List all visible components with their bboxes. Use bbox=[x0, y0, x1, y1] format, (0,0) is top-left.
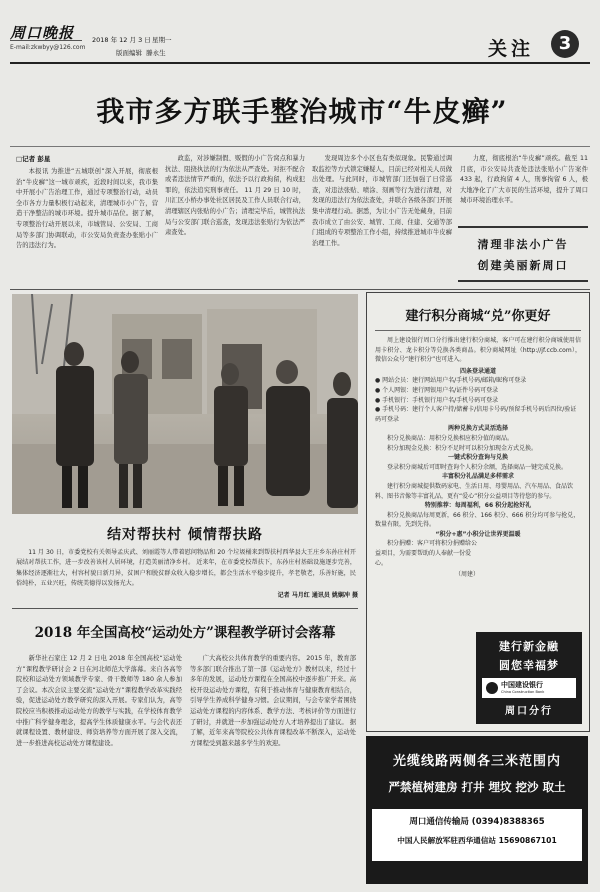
masthead bbox=[0, 0, 600, 62]
headline-rule bbox=[10, 146, 590, 147]
section-title: 关注 bbox=[488, 38, 535, 60]
ccb-line: 积分兑换商品每周更新，66 积分、166 积分、666 积分均可参与抢兑，数量有限，先到先得。 bbox=[375, 511, 580, 529]
paper-logo: 周口晚报 bbox=[10, 22, 82, 41]
slogan-box bbox=[458, 226, 588, 282]
ccb-ad-branch: 周口分行 bbox=[505, 706, 553, 717]
fiber-notice-contact-box bbox=[372, 809, 582, 861]
section-rule bbox=[10, 289, 590, 290]
masthead-editor: 版面编辑 滕永生 bbox=[116, 49, 166, 57]
photo-story-credit: 记者 马月红 通讯员 姚娴冲 摄 bbox=[277, 592, 358, 599]
ccb-line: 积分加现金兑换：积分不足时可以积分加现金方式兑换。 bbox=[387, 444, 538, 452]
ccb-line: 两种兑换方式灵活选择 bbox=[447, 425, 508, 433]
ccb-ad-line-2: 圆您幸福梦 bbox=[499, 659, 559, 672]
fiber-notice-contact-2: 中国人民解放军驻西华通信站 15690867101 bbox=[397, 836, 557, 845]
masthead-weekday: 星期一 bbox=[152, 36, 172, 44]
headline-byline: □记者 彭星 bbox=[16, 155, 51, 163]
fiber-cable-notice bbox=[366, 736, 588, 884]
ccb-box-note: （周建） bbox=[454, 571, 479, 579]
slogan-line-1: 清理非法小广告 bbox=[477, 238, 569, 251]
masthead-rule bbox=[10, 62, 590, 64]
ccb-line: 特别推荐：每周福利，66 积分起抢好礼 bbox=[424, 502, 532, 510]
ccb-box-title: 建行积分商城“兑”你更好 bbox=[405, 309, 551, 324]
ccb-line: 登录积分商城后可即时查询个人积分余额，选择商品一键完成兑换。 bbox=[387, 463, 568, 471]
slogan-line-2: 创建美丽新周口 bbox=[477, 259, 569, 272]
photo-story-caption: 11 月 30 日，市委党校有关领导孟庆武、刘丽霞等人带着慰问物品和 20 个垃圾桶来到帮扶村西华县大王庄乡东孙庄村开展结对帮扶工作，进一步改善该村人居环境，打造美丽清净乡村。 近来年，在市委党校帮扶下，东孙庄村基础设施逐步完善，集体经济逐渐壮大，村容村貌日新月异，贫困户和脱贫群众收入稳步增长，都会生活水平稳步提升，孝老敬老，乐善好施，民俗纯朴，五业兴旺，传统美德得以发扬光大。 bbox=[16, 549, 356, 587]
headline-body-col1: 本报讯 为推进“五城联创”深入开展，彻底根治“牛皮癣”这一城市顽疾，近段时间以来，我市集中开展小广告治理工作，通过专项整治行动，动员全市各方力量积极行动起来，清理城市小广告，营造干净整洁的城市环境。提升城市品位。据了解，专项整治行动开展以来，市城管局、公安局、工商局等多部门协调联动，市公安局负责查办张贴小广告的违法行为。 bbox=[16, 168, 158, 250]
headline-body-col2: 政监，对涉嫌制假、贩假的小广告窝点和暴力抗法、阻挠执法的行为依法从严查处。对拒不配合或者违法情节严重的，依法予以行政拘留，构成犯罪的，依法追究刑事责任。 11 月 29 日 10 时，川汇区小桥办事处社区居民及工作人员联合行动，清理辖区内张贴的小广告；清理完毕后，城管执法局与公安部门联合巡查，发现违法张贴行为依法严肃查处。 bbox=[165, 155, 305, 237]
ccb-line: 四条登录通道 bbox=[459, 367, 496, 375]
fiber-notice-line-1: 光缆线路两侧各三米范围内 bbox=[392, 754, 561, 769]
ccb-ad-bank-box: 中国建设银行 China Construction Bank bbox=[482, 678, 576, 698]
page-number-badge: 3 bbox=[551, 30, 579, 58]
ccb-advertisement bbox=[476, 632, 582, 724]
ccb-ad-line-1: 建行新金融 bbox=[499, 640, 559, 653]
headline-title: 我市多方联手整治城市“牛皮癣” bbox=[96, 95, 508, 128]
ccb-line: ● 手机号码：建行个人客户持/储蓄卡/信用卡号码/预留手机号码后四位/验证码可登录 bbox=[375, 406, 577, 423]
fiber-notice-contact-1: 周口通信传输局 (0394)8388365 bbox=[409, 817, 545, 827]
article2-body-col2: 广大高校公共体育教学的重要内容。 2015 年，教育部等多部门联合推出了第一部《运动处方》教材以来，经过十多年的发展，运动处方课程在全国高校中逐步推广开来。高校开设运动处方课程，有利于推动体育与健康教育相结合，引导学生养成科学健身习惯。会议期间，与会专家学者围绕运动处方课程的内容体系、教学方法、考核评价等方面进行了研讨，并就进一步加强运动处方人才培养提出了建议。 据了解，近年来高等院校公共体育课程改革不断深入，运动处方课程受到越来越多学生的欢迎。 bbox=[190, 655, 356, 747]
news-photo bbox=[12, 294, 358, 514]
ccb-line: “积分+惠”小积分让世界更温暖 bbox=[435, 530, 521, 538]
ccb-line: 丰富积分礼品满足多样需求 bbox=[441, 473, 514, 481]
photo-story-rule bbox=[12, 608, 358, 609]
ccb-logo-icon bbox=[486, 682, 498, 694]
fiber-notice-line-2: 严禁植树建房 打井 埋坟 挖沙 取土 bbox=[388, 780, 566, 794]
masthead-date: 2018 年 12 月 3 日 bbox=[92, 36, 151, 44]
ccb-line: ● 个人网银：建行网银用户名/证件号码可登录 bbox=[375, 386, 499, 394]
ccb-line: 建行积分商城提供数码家电、生活日用、母婴用品、汽车用品、食品饮料、图书音像等丰富礼品，更有“爱心”积分公益项目等待您的参与。 bbox=[375, 482, 574, 500]
news-photo-image bbox=[12, 294, 358, 514]
masthead-email: E-mail:zkwbyy@126.com bbox=[10, 44, 86, 51]
ccb-box-lines bbox=[375, 367, 581, 580]
headline-body-col4: 力度，彻底根治“牛皮癣”顽疾。截至 11 月底，市公安局共查处违法张贴小广告案件 433 起，行政拘留 4 人，刑事拘留 6 人，极大地净化了广大市民的生活环境，提升了周口城市环境治理水平。 bbox=[460, 155, 588, 205]
ccb-box-intro: 周上建设银行周口分行推出建行积分商城，客户可在建行积分商城使用信用卡积分、龙卡积分等兑换各类商品。积分商城网址（http://jf.ccb.com），微信公众号“建行积分”也可进入。 bbox=[375, 337, 581, 364]
ccb-line: 积分兑换商品：用积分兑换相应积分值的商品。 bbox=[387, 434, 514, 442]
article2-body-col1: 新华社石家庄 12 月 2 日电 2018 年全国高校“运动处方”课程教学研讨会 2 日在河北师范大学落幕。来自各高等院校和运动处方领域教学专家、骨干教师等 180 余人参加了会议。本次会议主要交流“运动处方”课程教学改革实践经验，促进运动处方教学研究的深入开展。专家们认为，高等院校应当积极推动运动处方的教学与实践，在学校体育教学中推广科学健身理念，提高学生体质健康水平。与会代表还就课程设置、教材建设、师资培养等方面开展了深入交流，进一步推进高校运动处方课程建设。 bbox=[16, 655, 182, 747]
ccb-line: ● 手机银行：手机银行用户名/手机号码可登录 bbox=[375, 396, 499, 404]
article2-title: 2018 年全国高校“运动处方”课程教学研讨会落幕 bbox=[34, 625, 336, 641]
ccb-line: ● 网站会员：建行网站用户名/手机号码/邮箱/昵称可登录 bbox=[375, 377, 527, 385]
ccb-line: 积分捐赠：客户可将积分捐赠给公益项目，为需要帮助的人奉献一份爱心。 bbox=[375, 540, 478, 567]
photo-story-title: 结对帮扶村 倾情帮扶路 bbox=[107, 527, 263, 543]
headline-body-col3: 发现周边多个小区也有类似现象。民警通过调取监控等方式锁定嫌疑人，目前已经对相关人员做出处理。与此同时，市城管部门还加强了日常巡查，对违法张贴、喷涂、刻画等行为进行清理，对发现的违法行为依法查处，并联合各级各部门开展集中清理行动。据悉，为让小广告无处藏身，目前我市成立了由公安、城管、工商、住建、交通等部门组成的专项整治工作小组，持续推进城市牛皮癣治理工作。 bbox=[312, 155, 452, 247]
ccb-line: 一键式积分查询与兑换 bbox=[447, 454, 508, 462]
